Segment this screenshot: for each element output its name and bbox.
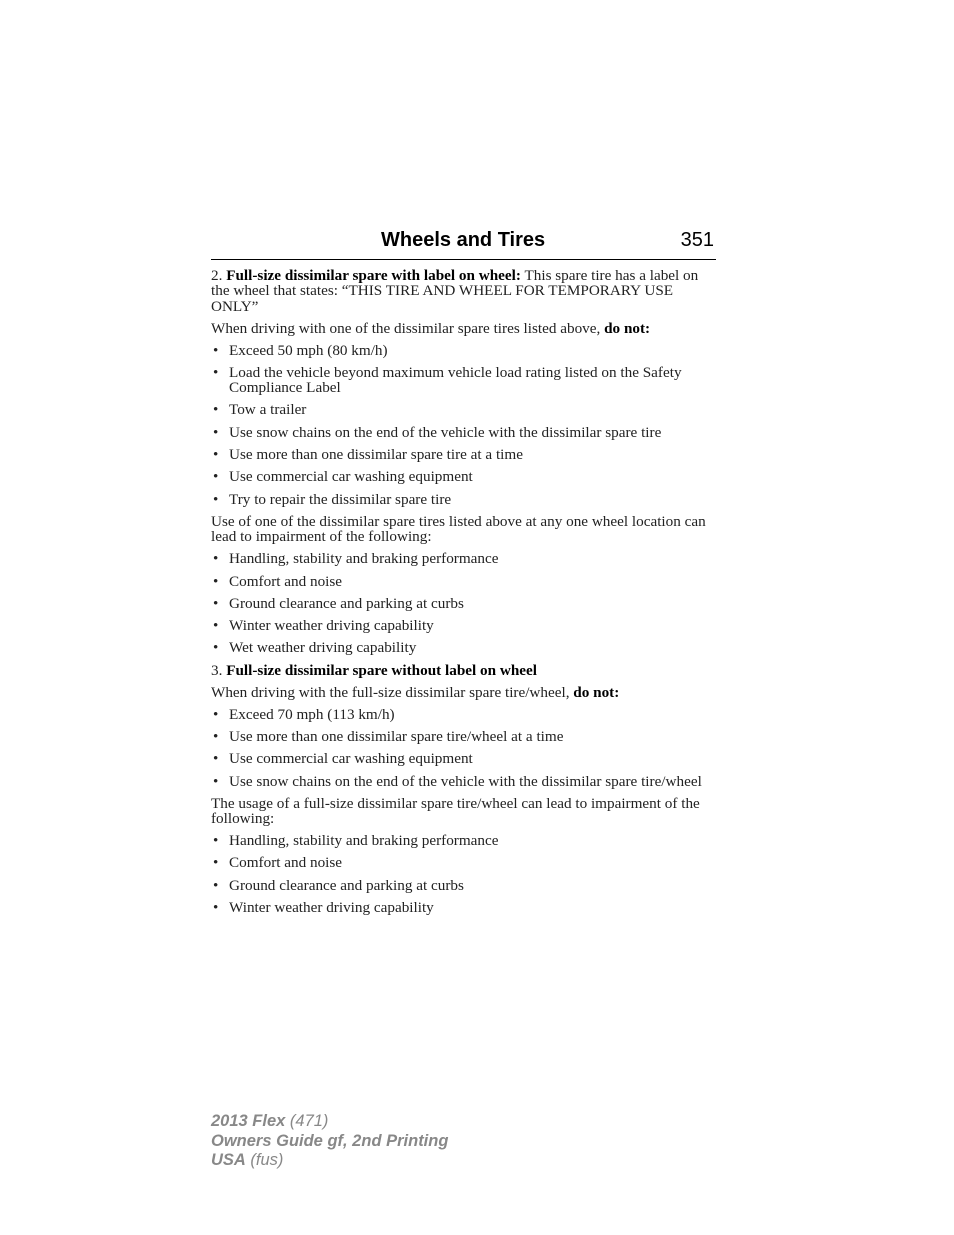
impairment-list-1 [211, 551, 716, 655]
bullet-icon: • [213, 594, 219, 612]
list-item-text: Comfort and noise [229, 854, 343, 872]
list-item [211, 492, 716, 507]
page-footer [211, 1112, 448, 1171]
list-item-text: Use more than one dissimilar spare tire at a time [229, 446, 523, 464]
impairment-intro-1: Use of one of the dissimilar spare tires listed above at any one wheel location can lead to impairment of the following: [211, 512, 706, 546]
bullet-icon: • [213, 876, 219, 894]
bullet-icon: • [213, 423, 219, 441]
section-title: Wheels and Tires [381, 229, 546, 251]
bullet-icon: • [213, 401, 219, 419]
list-item-text: Use commercial car washing equipment [229, 750, 473, 768]
bullet-icon: • [213, 446, 219, 464]
bullet-icon: • [213, 899, 219, 917]
bullet-icon: • [213, 750, 219, 768]
list-item-text: Comfort and noise [229, 572, 343, 590]
bullet-icon: • [213, 490, 219, 508]
list-item [211, 729, 716, 744]
list-item-text: Use more than one dissimilar spare tire/wheel at a time [229, 727, 564, 745]
list-item [211, 343, 716, 358]
list-item [211, 402, 716, 417]
section-3-heading: Full-size dissimilar spare without label on wheel [226, 661, 537, 679]
list-item [211, 596, 716, 611]
do-not-intro-1: When driving with one of the dissimilar spare tires listed above, do not: [211, 319, 651, 337]
impairment-intro-2: The usage of a full-size dissimilar spare tire/wheel can lead to impairment of the following: [211, 794, 700, 828]
list-item-text: Winter weather driving capability [229, 617, 434, 635]
list-item-text: Use snow chains on the end of the vehicle with the dissimilar spare tire [229, 423, 662, 441]
list-item [211, 878, 716, 893]
do-not-list-1 [211, 343, 716, 507]
list-item-text: Handling, stability and braking performance [229, 550, 499, 568]
list-item [211, 469, 716, 484]
list-item-text: Tow a trailer [229, 401, 307, 419]
bullet-icon: • [213, 832, 219, 850]
list-item-text: Exceed 50 mph (80 km/h) [229, 341, 388, 359]
list-item [211, 574, 716, 589]
list-item [211, 551, 716, 566]
bullet-icon: • [213, 727, 219, 745]
bullet-icon: • [213, 572, 219, 590]
list-item [211, 447, 716, 462]
footer-guide-line: Owners Guide gf, 2nd Printing [211, 1131, 449, 1150]
section-3-paragraph: 3. Full-size dissimilar spare without label on wheel [211, 661, 537, 679]
bullet-icon: • [213, 772, 219, 790]
list-item [211, 855, 716, 870]
list-item-text: Exceed 70 mph (113 km/h) [229, 705, 395, 723]
list-item-text: Use snow chains on the end of the vehicle with the dissimilar spare tire/wheel [229, 772, 702, 790]
do-not-list-2 [211, 707, 716, 789]
bullet-icon: • [213, 468, 219, 486]
section-2-heading: Full-size dissimilar spare with label on wheel: [226, 267, 521, 284]
list-item [211, 640, 716, 655]
list-item-text: Ground clearance and parking at curbs [229, 594, 464, 612]
list-item [211, 774, 716, 789]
list-item [211, 365, 716, 396]
footer-region-line: USA (fus) [211, 1151, 284, 1169]
list-item [211, 900, 716, 915]
section-2-paragraph: 2. Full-size dissimilar spare with label on wheel: This spare tire has a label on the wheel that states: “THIS TIRE AND WHEEL FOR TEMPORARY USE ONLY” [211, 267, 699, 315]
bullet-icon: • [213, 705, 219, 723]
footer-model-line: 2013 Flex (471) [211, 1112, 329, 1130]
main-content [211, 268, 716, 922]
list-item [211, 707, 716, 722]
bullet-icon: • [213, 639, 219, 657]
page-header [211, 229, 716, 260]
bullet-icon: • [213, 341, 219, 359]
list-item [211, 751, 716, 766]
list-item [211, 425, 716, 440]
list-item-text: Wet weather driving capability [229, 639, 417, 657]
list-item-text: Use commercial car washing equipment [229, 468, 473, 486]
do-not-intro-2: When driving with the full-size dissimilar spare tire/wheel, do not: [211, 683, 620, 701]
list-item-text: Try to repair the dissimilar spare tire [229, 490, 452, 508]
impairment-list-2 [211, 833, 716, 915]
bullet-icon: • [213, 550, 219, 568]
list-item-text: Handling, stability and braking performance [229, 832, 499, 850]
bullet-icon: • [213, 854, 219, 872]
list-item-text: Ground clearance and parking at curbs [229, 876, 464, 894]
bullet-icon: • [213, 363, 219, 381]
page-number: 351 [680, 229, 714, 251]
list-item [211, 618, 716, 633]
list-item-text: Winter weather driving capability [229, 899, 434, 917]
list-item-text: Load the vehicle beyond maximum vehicle load rating listed on the Safety Compliance Label [229, 363, 682, 397]
list-item [211, 833, 716, 848]
bullet-icon: • [213, 617, 219, 635]
